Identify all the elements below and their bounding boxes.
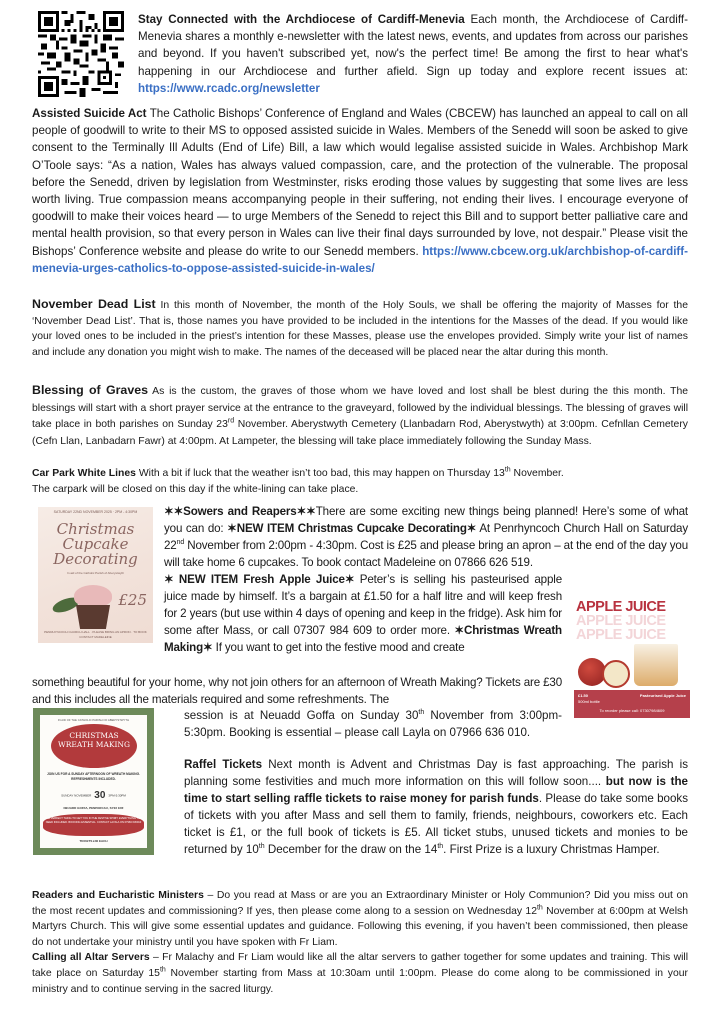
car-park-line2: The carpark will be closed on this day if the white-lining can take place.: [32, 483, 359, 495]
cupcake-heading: ✶NEW ITEM Christmas Cupcake Decorating✶: [227, 522, 477, 536]
newsletter-section: [138, 11, 688, 97]
newsletter-heading: Stay Connected with the Archdiocese of Cardiff-Menevia: [138, 13, 465, 26]
apple-juice-poster-size: 500ml bottle: [578, 699, 600, 704]
apple-juice-section: [164, 571, 562, 656]
raffle-heading: Raffel Tickets: [184, 758, 263, 771]
juice-glass-icon: [634, 644, 678, 686]
qr-code-icon[interactable]: [38, 11, 124, 97]
wreath-poster-date: [33, 790, 154, 801]
raffle-section: [184, 756, 688, 859]
apple-juice-poster-order: To reorder please call: 07307984609: [599, 708, 665, 713]
readers-body: – Do you read at Mass or are you an Extraordinary Minister or Holy Communion? Did you miss out on the most recent updates and commissioning? If yes, then please come along to a session on Wednesday 12: [32, 890, 689, 917]
dead-list-heading: November Dead List: [32, 297, 156, 311]
sowers-section: [164, 503, 688, 571]
wreath-sup: th: [418, 709, 425, 717]
car-park-heading: Car Park White Lines: [32, 468, 136, 479]
car-park-section: [32, 466, 688, 497]
car-park-body: With a bit if luck that the weather isn’t too bad, this may happen on Thursday 13: [135, 468, 505, 479]
graves-body-cont: November. Aberystwyth Cemetery (Llanbadarn Rod, Aberystwyth) at 3:00pm. Cefnllan Cemetery (Cefn Llan, Lanbadarn Fawr) at 4:00pm. At Lampeter, the blessing will take place immediately following the Sunday Mass.: [32, 419, 688, 447]
wreath-poster-date-number: 30: [94, 790, 106, 801]
wreath-poster-time: 3PM-5:30PM: [108, 793, 126, 798]
cupcake-sup: nd: [176, 539, 185, 547]
wreath-poster-band: THE PERFECT THING TO GET YOU IN THE FESTIVE SPIRIT. EVERYTHING YOU NEED INCLUDED. BOOKING ESSENTIAL. CONTACT LAYALA ON 07966 636010: [43, 814, 144, 836]
readers-body-cont: November at 6:00pm at Welsh Martyrs Church. This will give some essential updates and guidance. Following this evening, if you haven’t been commissioned, then please do not undertake your ministry until you have spoken with Fr Liam.: [32, 905, 688, 948]
apple-juice-poster-product: Pasteurised Apple Juice: [639, 693, 686, 698]
altar-sup: th: [159, 966, 166, 974]
apple-juice-poster-ghost: APPLE JUICE: [576, 627, 666, 643]
raffle-body-cont: . Please do take some books of tickets with you after Mass and sell them to family, friends, neighbours, coworkers etc. Each ticket is £1, or the full book of tickets is £5. All ticket stubs, unused tickets and monies to be returned by 10: [184, 792, 689, 857]
wreath-heading: ✶Christmas Wreath Making✶: [164, 624, 562, 655]
cupcake-body-cont: November from 2:00pm - 4:30pm. Cost is £25 and please bring an apron – at the end of the day you will take home 6 cupcakes. To book contact Madeleine on 07866 626 519.: [164, 539, 688, 570]
graves-heading: Blessing of Graves: [32, 383, 148, 397]
newsletter-link[interactable]: https://www.rcadc.org/newsletter: [138, 81, 320, 95]
car-park-sup: th: [504, 466, 511, 474]
assisted-suicide-heading: Assisted Suicide Act: [32, 107, 147, 120]
wreath-poster-day: SUNDAY NOVEMBER: [61, 793, 92, 798]
wreath-section: [32, 674, 562, 708]
cupcake-poster-footer: PENRHYNCOCH CHURCH HALL · PLEASE BRING AN APRON · TO BOOK CONTACT MADELEINE: [44, 630, 147, 639]
dead-list-body: In this month of November, the month of the Holy Souls, we shall be offering the majority of Masses for the ‘November Dead List’. That is, those names you have provided to be included in the intentions for the Masses of the dead. If you would like your loved ones to be included in the priest’s intention for these Masses, please use the envelopes provided. Simply write your list of names and include any donation you might wish to make. The names of the deceased will be placed near the altar during this month.: [32, 300, 688, 358]
assisted-suicide-body: The Catholic Bishops’ Conference of England and Wales (CBCEW) has launched an appeal to call on all people of goodwill to write to their MS to opposed assisted suicide in Wales. Members of the Senedd will soon be asked to give consent to the Terminally Ill Adults (End of Life) Bill, a law which would legalise assisted suicide in Wales. Archbishop Mark O’Toole says: “As a nation, Wales has always valued compassion, care, and the protection of the vulnerable. The proposal before the Senedd, driven by legislation from Westminster, risks eroding those values by suggesting that some lives are less worth living. True compassion means accompanying people in their suffering, not ending their lives. I encourage everyone of goodwill to make their voices heard — to urge Members of the Senedd to reject this Bill and to support better palliative care and mental health provision, so that every person in Wales can live their final days surrounded by love, not despair.” Please visit the Bishops’ Conference website and please do write to our Senedd members.: [32, 107, 688, 258]
raffle-body: Next month is Advent and Christmas Day is fast approaching. The parish is planning some festivities and much more information on this will follow soon....: [184, 758, 688, 789]
altar-body-cont: November starting from Mass at 10:30am until 1:00pm. Please do come along to be commissioned in your ministry and to continue serving in the sacred liturgy.: [32, 967, 688, 995]
wreath-session-text: session is at Neuadd Goffa on Sunday 30: [184, 709, 419, 722]
wreath-poster-location: NEUADD GOFFA, PENPARCAU, SY23 1RZ: [63, 806, 124, 810]
graves-sup: rd: [227, 417, 235, 425]
wreath-poster-tickets: TICKETS £30 EACH: [79, 839, 108, 843]
apple-half-icon: [602, 660, 630, 688]
wreath-poster-title: CHRISTMAS WREATH MAKING: [51, 724, 137, 768]
assisted-suicide-section: [32, 105, 688, 277]
cupcake-poster-sub: In aid of the Catholic Parish of Aberystwyth: [66, 571, 125, 575]
apple-juice-poster-image: [574, 600, 690, 718]
cupcake-poster-date: SATURDAY 22ND NOVEMBER 2025 · 2PM - 4:30PM: [53, 510, 138, 514]
graves-body: As is the custom, the graves of those whom we have loved and lost shall be blest during the this month. The blessings will start with a short prayer service at the entrance to the graveyard, followed by the individual blessings. The blessing of graves will take place in both parishes on Sunday 23: [32, 386, 689, 431]
wreath-section-cont: [184, 707, 562, 741]
apple-juice-poster-band: [574, 690, 690, 718]
apple-juice-poster-price: £1.50: [578, 693, 589, 698]
sowers-heading: ✶✶Sowers and Reapers✶✶: [164, 505, 316, 518]
car-park-body-cont: November.: [510, 468, 564, 479]
raffle-sup2: th: [437, 843, 444, 851]
sowers-intro: There are some exciting new things being planned! Here’s some of what you can do:: [164, 505, 688, 536]
wreath-body-intro: If you want to get into the festive mood and create: [212, 641, 465, 655]
cupcake-poster-price: £25: [118, 591, 147, 609]
cupcake-poster-image: [38, 507, 153, 643]
newsletter-body: Each month, the Archdiocese of Cardiff-Menevia shares a monthly e-newsletter with the latest news, events, and updates from across our parishes and beyond. If you haven't subscribed yet, now's the perfect time! Be among the first to hear what's happening in our Archdiocese and further afield. Sign up today and explore recent issues at:: [138, 13, 688, 78]
readers-sup: th: [536, 904, 543, 912]
wreath-poster-top: IN AID OF THE CATHOLIC PARISH OF ABERYSTWYTH: [57, 718, 130, 722]
raffle-body-cont2: December for the draw on the 14: [264, 843, 438, 857]
cbcew-link[interactable]: https://www.cbcew.org.uk/archbishop-of-cardiff-menevia-urges-catholics-to-oppose-assisted-suicide-in-wales/: [32, 244, 688, 275]
readers-heading: Readers and Eucharistic Ministers: [32, 890, 204, 901]
cupcake-icon: [76, 605, 110, 629]
wreath-poster-image: [33, 708, 154, 855]
apple-juice-heading: ✶ NEW ITEM Fresh Apple Juice✶: [164, 573, 355, 586]
raffle-sup: th: [258, 843, 265, 851]
cupcake-body: At Penrhyncoch Church Hall on Saturday 22: [164, 522, 688, 553]
readers-section: [32, 888, 688, 997]
apple-juice-body: Peter’s is selling his pasteurised apple juice made by himself. It’s a bargain at £1.50 for a half litre and will keep fresh for 2 years (but use within 4 days of opening and keep in the fridge). Ask him for some after Mass, or call 07307 984 609 to order more.: [164, 573, 562, 638]
raffle-bold: but now is the time to start selling raffle tickets to raise money for parish funds: [184, 775, 689, 806]
wreath-session-text-cont: November from 3:00pm-5:30pm. Booking is essential – please call Layla on 07966 636 010.: [184, 709, 562, 740]
raffle-body-end: . First Prize is a luxury Christmas Hamper.: [443, 843, 660, 857]
cupcake-poster-title: Christmas Cupcake Decorating: [53, 520, 138, 568]
graves-section: [32, 382, 688, 450]
wreath-body-cont: [184, 709, 562, 739]
apple-juice-poster-title: APPLE JUICE: [576, 600, 666, 615]
cupcake-frosting-icon: [74, 585, 112, 607]
dead-list-section: [32, 297, 688, 360]
altar-heading: Calling all Altar Servers: [32, 952, 150, 964]
wreath-poster-join: JOIN US FOR A SUNDAY AFTERNOON OF WREATH MAKING. REFRESHMENTS INCLUDED.: [47, 772, 140, 781]
apple-juice-poster-ghost: APPLE JUICE: [576, 613, 666, 629]
wreath-body: something beautiful for your home, why not join others for an afternoon of Wreath Making? Tickets are £30 and this includes all the materials required and some refreshments. The: [32, 676, 562, 707]
altar-body: – Fr Malachy and Fr Liam would like all the altar servers to gather together for some updates and training. This will take place on Saturday 15: [32, 952, 688, 979]
